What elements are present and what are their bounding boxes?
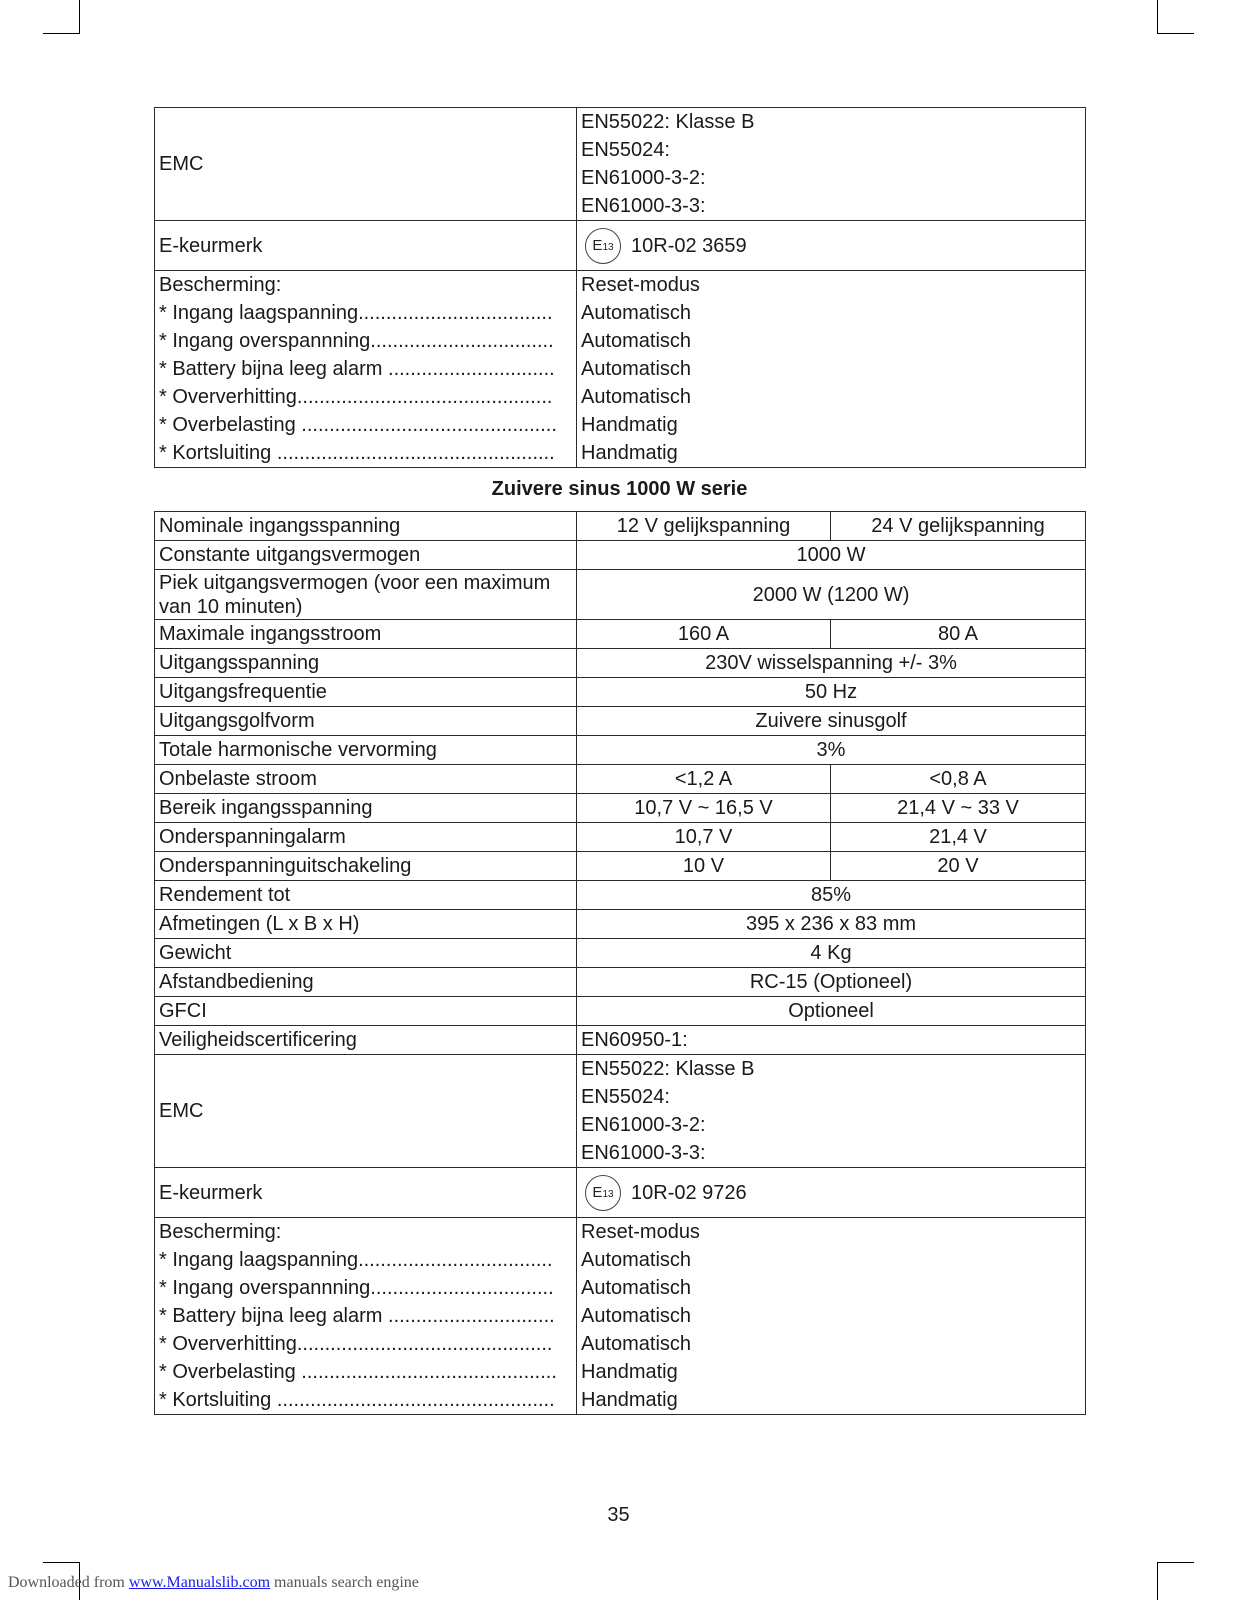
table-row	[155, 541, 1086, 570]
spec-value-24v: <0,8 A	[831, 765, 1086, 794]
spec-value: 230V wisselspanning +/- 3%	[577, 649, 1086, 678]
table-row	[155, 852, 1086, 881]
crop-mark	[43, 1562, 80, 1563]
table-row	[155, 271, 1086, 468]
footer-prefix: Downloaded from	[8, 1574, 129, 1591]
main-spec-table	[154, 511, 1086, 1415]
protection-labels	[155, 1218, 577, 1415]
spec-label: Totale harmonische vervorming	[155, 736, 577, 765]
spec-value: Optioneel	[577, 997, 1086, 1026]
emc-value: EN61000-3-3:	[581, 1142, 706, 1164]
protection-item: * Kortsluiting ..................................................	[159, 1389, 555, 1411]
crop-mark	[1157, 1562, 1158, 1600]
spec-value: 395 x 236 x 83 mm	[577, 910, 1086, 939]
spec-label: Onderspanninguitschakeling	[155, 852, 577, 881]
spec-value-12v: 10,7 V	[577, 823, 831, 852]
protection-item: * Overbelasting ..............................................	[159, 414, 557, 436]
spec-value: RC-15 (Optioneel)	[577, 968, 1086, 997]
spec-value: EN60950-1:	[577, 1026, 1086, 1055]
spec-value: 3%	[577, 736, 1086, 765]
spec-label: Rendement tot	[155, 881, 577, 910]
protection-value: Automatisch	[581, 302, 692, 324]
crop-mark	[79, 0, 80, 34]
spec-value-12v: <1,2 A	[577, 765, 831, 794]
emc-value: EN61000-3-3:	[581, 195, 706, 217]
protection-item: * Battery bijna leeg alarm ..............................	[159, 1305, 555, 1327]
table-row	[155, 997, 1086, 1026]
table-row	[155, 765, 1086, 794]
spec-value: 50 Hz	[577, 678, 1086, 707]
protection-mode-label: Reset-modus	[581, 274, 700, 296]
spec-value-12v: 12 V gelijkspanning	[577, 512, 831, 541]
table-row	[155, 1055, 1086, 1168]
spec-label: Uitgangsgolfvorm	[155, 707, 577, 736]
protection-item: * Ingang laagspanning...................................	[159, 302, 553, 324]
protection-value: Automatisch	[581, 386, 692, 408]
table-row	[155, 620, 1086, 649]
ekeur-cell	[577, 221, 1086, 271]
emc-values	[577, 108, 1086, 221]
page-number: 35	[607, 1504, 630, 1526]
e-mark-icon: E13	[585, 1175, 621, 1211]
table-row	[155, 221, 1086, 271]
table-row	[155, 823, 1086, 852]
spec-value-24v: 20 V	[831, 852, 1086, 881]
spec-value: 85%	[577, 881, 1086, 910]
protection-item: * Ingang overspannning.................................	[159, 330, 554, 352]
table-row	[155, 1168, 1086, 1218]
table-row	[155, 881, 1086, 910]
emc-value: EN55022: Klasse B	[581, 111, 755, 133]
crop-mark	[1157, 1562, 1194, 1563]
protection-item: * Overbelasting ..............................................	[159, 1361, 557, 1383]
emc-value: EN55024:	[581, 139, 670, 161]
table-row	[155, 108, 1086, 221]
footer-suffix: manuals search engine	[270, 1574, 419, 1591]
spec-label: Afmetingen (L x B x H)	[155, 910, 577, 939]
protection-title: Bescherming:	[159, 1221, 282, 1243]
ekeur-value: 10R-02 3659	[631, 234, 747, 257]
ekeur-cell	[577, 1168, 1086, 1218]
spec-label: Bereik ingangsspanning	[155, 794, 577, 823]
spec-value-24v: 21,4 V ~ 33 V	[831, 794, 1086, 823]
protection-value: Handmatig	[581, 1361, 678, 1383]
ekeur-label: E-keurmerk	[155, 221, 577, 271]
spec-value-12v: 10,7 V ~ 16,5 V	[577, 794, 831, 823]
spec-label: Nominale ingangsspanning	[155, 512, 577, 541]
emc-label: EMC	[155, 108, 577, 221]
emc-value: EN61000-3-2:	[581, 1114, 706, 1136]
table-row	[155, 736, 1086, 765]
table-row	[155, 1026, 1086, 1055]
protection-item: * Ingang laagspanning...................................	[159, 1249, 553, 1271]
protection-value: Automatisch	[581, 358, 692, 380]
protection-labels	[155, 271, 577, 468]
ekeur-value: 10R-02 9726	[631, 1181, 747, 1204]
spec-value: 4 Kg	[577, 939, 1086, 968]
protection-value: Automatisch	[581, 1249, 692, 1271]
spec-value-24v: 21,4 V	[831, 823, 1086, 852]
protection-value: Handmatig	[581, 442, 678, 464]
emc-value: EN61000-3-2:	[581, 167, 706, 189]
spec-label: Maximale ingangsstroom	[155, 620, 577, 649]
spec-value-12v: 160 A	[577, 620, 831, 649]
protection-values	[577, 271, 1086, 468]
spec-value-12v: 10 V	[577, 852, 831, 881]
crop-mark	[1157, 33, 1194, 34]
protection-item: * Kortsluiting ..................................................	[159, 442, 555, 464]
protection-item: * Ingang overspannning.................................	[159, 1277, 554, 1299]
spec-label: Afstandbediening	[155, 968, 577, 997]
spec-label: Uitgangsspanning	[155, 649, 577, 678]
protection-item: * Oververhitting..............................................	[159, 1333, 553, 1355]
emc-value: EN55022: Klasse B	[581, 1058, 755, 1080]
table-row	[155, 512, 1086, 541]
protection-values	[577, 1218, 1086, 1415]
spec-label: Constante uitgangsvermogen	[155, 541, 577, 570]
table-row	[155, 649, 1086, 678]
protection-value: Automatisch	[581, 330, 692, 352]
spec-label: Uitgangsfrequentie	[155, 678, 577, 707]
table-row	[155, 939, 1086, 968]
spec-value: 1000 W	[577, 541, 1086, 570]
table-row	[155, 707, 1086, 736]
e-mark-icon: E13	[585, 228, 621, 264]
protection-mode-label: Reset-modus	[581, 1221, 700, 1243]
spec-label: Gewicht	[155, 939, 577, 968]
table-row	[155, 1218, 1086, 1415]
spec-value: Zuivere sinusgolf	[577, 707, 1086, 736]
protection-value: Automatisch	[581, 1333, 692, 1355]
top-spec-table	[154, 107, 1086, 468]
spec-value: 2000 W (1200 W)	[577, 570, 1086, 620]
emc-label: EMC	[155, 1055, 577, 1168]
section-title: Zuivere sinus 1000 W serie	[491, 478, 748, 500]
download-footer	[8, 1574, 419, 1592]
spec-label: Onbelaste stroom	[155, 765, 577, 794]
spec-label: Veiligheidscertificering	[155, 1026, 577, 1055]
protection-item: * Oververhitting..............................................	[159, 386, 553, 408]
table-row	[155, 968, 1086, 997]
protection-item: * Battery bijna leeg alarm ..............................	[159, 358, 555, 380]
table-row	[155, 570, 1086, 620]
emc-value: EN55024:	[581, 1086, 670, 1108]
spec-label: GFCI	[155, 997, 577, 1026]
protection-value: Automatisch	[581, 1277, 692, 1299]
spec-label: Piek uitgangsvermogen (voor een maximum van 10 minuten)	[155, 570, 577, 620]
ekeur-label: E-keurmerk	[155, 1168, 577, 1218]
protection-value: Handmatig	[581, 1389, 678, 1411]
manualslib-link[interactable]: www.Manualslib.com	[128, 1574, 271, 1591]
spec-value-24v: 80 A	[831, 620, 1086, 649]
table-row	[155, 678, 1086, 707]
protection-value: Handmatig	[581, 414, 678, 436]
spec-label: Onderspanningalarm	[155, 823, 577, 852]
protection-title: Bescherming:	[159, 274, 282, 296]
protection-value: Automatisch	[581, 1305, 692, 1327]
table-row	[155, 794, 1086, 823]
crop-mark	[1157, 0, 1158, 34]
spec-value-24v: 24 V gelijkspanning	[831, 512, 1086, 541]
emc-values	[577, 1055, 1086, 1168]
crop-mark	[43, 33, 80, 34]
table-row	[155, 910, 1086, 939]
